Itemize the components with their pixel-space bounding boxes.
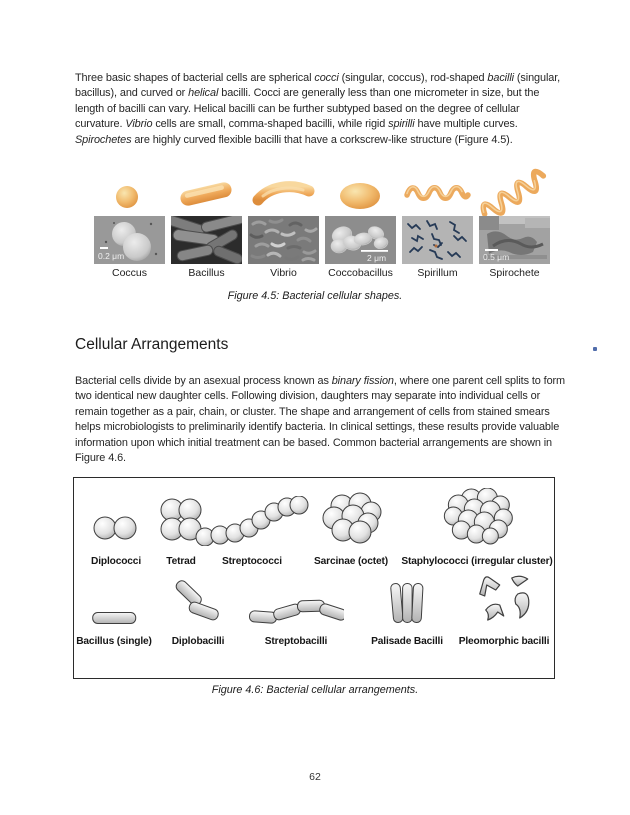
bacillus-single-icon — [91, 580, 137, 626]
arrangement-label: Tetrad — [166, 556, 196, 567]
arrangement-streptobacilli — [248, 580, 344, 647]
arrangement-label: Bacillus (single) — [76, 636, 152, 647]
palisade-bacilli-icon — [389, 580, 425, 626]
spirillum-micrograph — [402, 216, 473, 264]
coccobacillus-micrograph — [325, 216, 396, 264]
arrangement-label: Palisade Bacilli — [371, 636, 443, 647]
figure-4-5-column-bacillus — [171, 170, 242, 279]
figure-4-5-caption: Figure 4.5: Bacterial cellular shapes. — [227, 290, 403, 302]
arrangement-label: Streptobacilli — [264, 636, 328, 647]
shape-label: Spirochete — [489, 267, 540, 279]
sphere-illustration-icon — [94, 170, 165, 216]
scale-bar-label: 0.2 μm — [98, 251, 125, 261]
arrangement-diplococci — [88, 492, 144, 567]
staphylococci-icon — [440, 492, 514, 546]
sarcinae-icon — [320, 492, 382, 546]
pleomorphic-bacilli-icon — [474, 580, 534, 626]
arrangement-streptococci — [195, 492, 309, 567]
coccus-micrograph — [94, 216, 165, 264]
corkscrew-illustration-icon — [479, 170, 550, 216]
arrangement-bacillus-single — [76, 580, 152, 647]
arrangement-sarcinae — [314, 492, 388, 567]
figure-4-5-column-coccus — [94, 170, 165, 279]
scale-bar-label: 0.5 μm — [483, 252, 510, 262]
arrangement-label: Streptococci — [222, 556, 282, 567]
wavy-rod-illustration-icon — [402, 170, 473, 216]
figure-4-6-caption: Figure 4.6: Bacterial cellular arrangements. — [211, 684, 419, 696]
figure-4-5-column-coccobacillus — [325, 170, 396, 279]
shape-label: Spirillum — [417, 267, 458, 279]
figure-4-5-column-spirochete — [479, 170, 550, 279]
oval-illustration-icon — [325, 170, 396, 216]
arrangement-pleomorphic-bacilli — [459, 580, 550, 647]
spirochete-micrograph — [479, 216, 550, 264]
shape-label: Bacillus — [188, 267, 225, 279]
rod-illustration-icon — [171, 170, 242, 216]
diplobacilli-icon — [172, 580, 224, 626]
arrangement-label: Pleomorphic bacilli — [458, 636, 550, 647]
annotation-dot — [593, 347, 597, 351]
diplococci-icon — [88, 492, 144, 546]
streptococci-icon — [195, 492, 309, 546]
figure-4-5 — [94, 170, 550, 279]
arrangement-label: Diplobacilli — [171, 636, 225, 647]
shape-label: Vibrio — [270, 267, 297, 279]
arrangement-diplobacilli — [172, 580, 225, 647]
arrangement-staphylococci — [401, 492, 552, 567]
curved-rod-illustration-icon — [248, 170, 319, 216]
streptobacilli-icon — [248, 580, 344, 626]
page-number: 62 — [309, 771, 321, 783]
arrangement-palisade-bacilli — [371, 580, 443, 647]
arrangements-paragraph: Bacterial cells divide by an asexual process known as binary fission, where one parent cell splits to form two identical new daughter cells. Following division, daughters may separate into individual cells or remain together as a pair, chain, or cluster. The shape and arrangement of cells from stained smears helps microbiologists to preliminarily identify bacteria. In clinical settings, these results provide valuable information upon which initial treatment can be based. Common bacterial arrangements are shown in Figure 4.6. — [75, 375, 566, 465]
shape-label: Coccus — [111, 267, 147, 279]
vibrio-micrograph — [248, 216, 319, 264]
bacillus-micrograph — [171, 216, 242, 264]
arrangement-label: Sarcinae (octet) — [313, 556, 389, 567]
figure-4-5-column-spirillum — [402, 170, 473, 279]
shape-label: Coccobacillus — [328, 267, 393, 279]
figure-4-5-column-vibrio — [248, 170, 319, 279]
scale-bar-label: 2 μm — [367, 253, 387, 263]
arrangement-label: Diplococci — [90, 556, 141, 567]
section-heading: Cellular Arrangements — [75, 336, 229, 353]
intro-paragraph: Three basic shapes of bacterial cells are spherical cocci (singular, coccus), rod-shaped bacilli (singular, bacillus), and curved or helical bacilli. Cocci are generally less than one micrometer in size, but the length of bacilli can vary. Helical bacilli can be further subtyped based on the degree of cellular curvature. Vibrio cells are small, comma-shaped bacilli, while rigid spirilli have multiple curves. Spirochetes are highly curved flexible bacilli that have a corkscrew-like structure (Figure 4.5). — [75, 72, 561, 146]
arrangement-label: Staphylococci (irregular cluster) — [401, 556, 553, 567]
figure-4-6 — [73, 477, 555, 679]
